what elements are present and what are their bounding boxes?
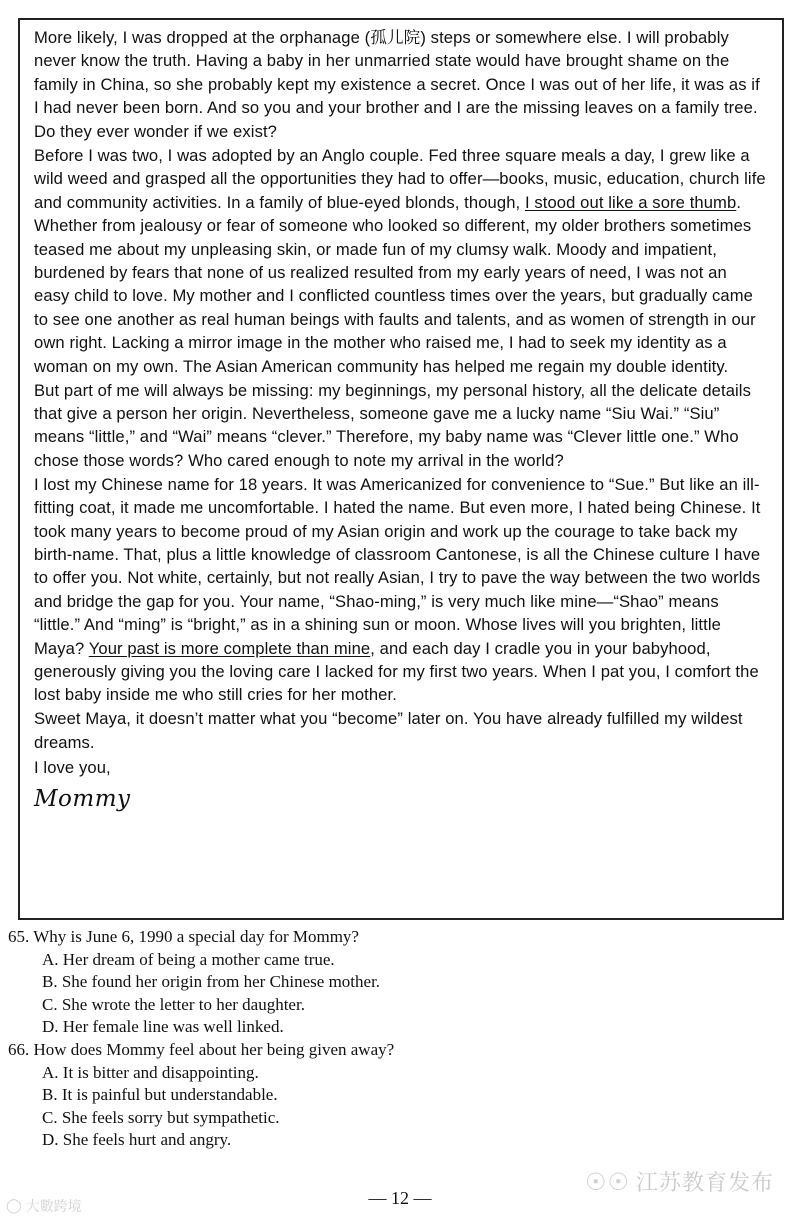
corner-logo-icon: ◯ [6,1198,22,1214]
question-item [8,1039,768,1152]
letter-paragraph [34,379,766,473]
corner-mark-text: 大數跨境 [25,1199,82,1215]
question-options [8,949,768,1039]
question-section [8,926,768,1152]
answer-option: A. It is bitter and disappointing. [42,1062,259,1082]
paragraph-text: But part of me will always be missing: my beginnings, my personal history, all the delicate details that give a person her origin. Nevertheless, someone gave me a lucky name “Siu Wai.” “Siu” means “little,” and “Wai” means “clever.” Therefore, my baby name was “Clever little one.” Who chose those words? Who cared enough to note my arrival in the world? [34,380,751,470]
letter-paragraph [34,144,766,378]
letter-paragraph [34,707,766,754]
question-stem: 65. Why is June 6, 1990 a special day for Mommy? [8,927,359,946]
answer-option: C. She wrote the letter to her daughter. [42,994,305,1014]
letter-body [34,26,766,754]
question-options [8,1062,768,1152]
paragraph-text: Before I was two, I was adopted by an Anglo couple. Fed three square meals a day, I grew like a wild weed and grasped all the opportunities they had to offer—books, music, education, church life and community activities. In a family of blue-eyed blonds, though, [34,146,766,212]
paragraph-text: Sweet Maya, it doesn’t matter what you “become” later on. You have already fulfilled my wildest dreams. [34,709,743,752]
question-item [8,926,768,1039]
paragraph-text: Do they ever wonder if we exist? [34,122,277,142]
underlined-phrase: I stood out like a sore thumb [524,192,737,212]
answer-option: D. Her female line was well linked. [42,1017,284,1037]
paragraph-text: , and each day I cradle you in your babyhood, generously giving you the loving care I lacked for my first two years. When I pat you, I comfort the lost baby inside me who still cries for her mother. [34,638,759,705]
answer-option: B. She found her origin from her Chinese mother. [42,972,381,992]
answer-option: D. She feels hurt and angry. [42,1130,232,1150]
letter-paragraph [34,473,766,707]
answer-option: A. Her dream of being a mother came true. [42,949,335,969]
paragraph-text: . Whether from jealousy or fear of someone who looked so different, my older brothers sometimes teased me about my unpleasing skin, or made fun of my clumsy walk. Moody and impatient, burdened by fears that none of us realized resulted from my early years of need, I was not an easy child to love. My mother and I conflicted countless times over the years, but gradually came to see one another as real human beings with faults and talents, and as women of strength in our own right. Lacking a mirror image in the mother who raised me, I had to seek my identity as a woman on my own. The Asian American community has helped me regain my double identity. [34,192,756,376]
underlined-phrase: Your past is more complete than mine [88,638,371,658]
paragraph-text: More likely, I was dropped at the orphanage (孤儿院) steps or somewhere else. I will probably never know the truth. Having a baby in her unmarried state would have brought shame on the family in China, so she probably kept my existence a secret. Once I was out of her life, it was as if I had never been born. And so you and your brother and I are the missing leaves on a family tree. [34,28,760,118]
letter-closing: I love you, [34,758,111,778]
wechat-bubble-icon: ☉☉ [584,1167,630,1196]
page-number: — 12 — [368,1188,432,1208]
answer-option: C. She feels sorry but sympathetic. [42,1107,280,1127]
paragraph-text: I lost my Chinese name for 18 years. It was Americanized for convenience to “Sue.” But like an ill-fitting coat, it made me uncomfortable. I hated the name. But even more, I hated being Chinese. It took many years to become proud of my Asian origin and work up the courage to take back my birth-name. That, plus a little knowledge of classroom Cantonese, is all the Chinese culture I have to offer you. Not white, certainly, but not really Asian, I try to pave the way between the two worlds and bridge the gap for you. Your name, “Shao-ming,” is very much like mine—“Shao” means “little.” And “ming” is “bright,” as in a shining sun or moon. Whose lives will you brighten, little Maya? [34,474,761,658]
answer-option: B. It is painful but understandable. [42,1085,278,1105]
letter-paragraph [34,120,766,143]
letter-box [18,18,784,920]
watermark-text: 江苏教育发布 [635,1171,774,1196]
letter-paragraph [34,26,766,120]
letter-signature: Mommy [34,785,131,812]
question-stem: 66. How does Mommy feel about her being given away? [8,1039,395,1059]
